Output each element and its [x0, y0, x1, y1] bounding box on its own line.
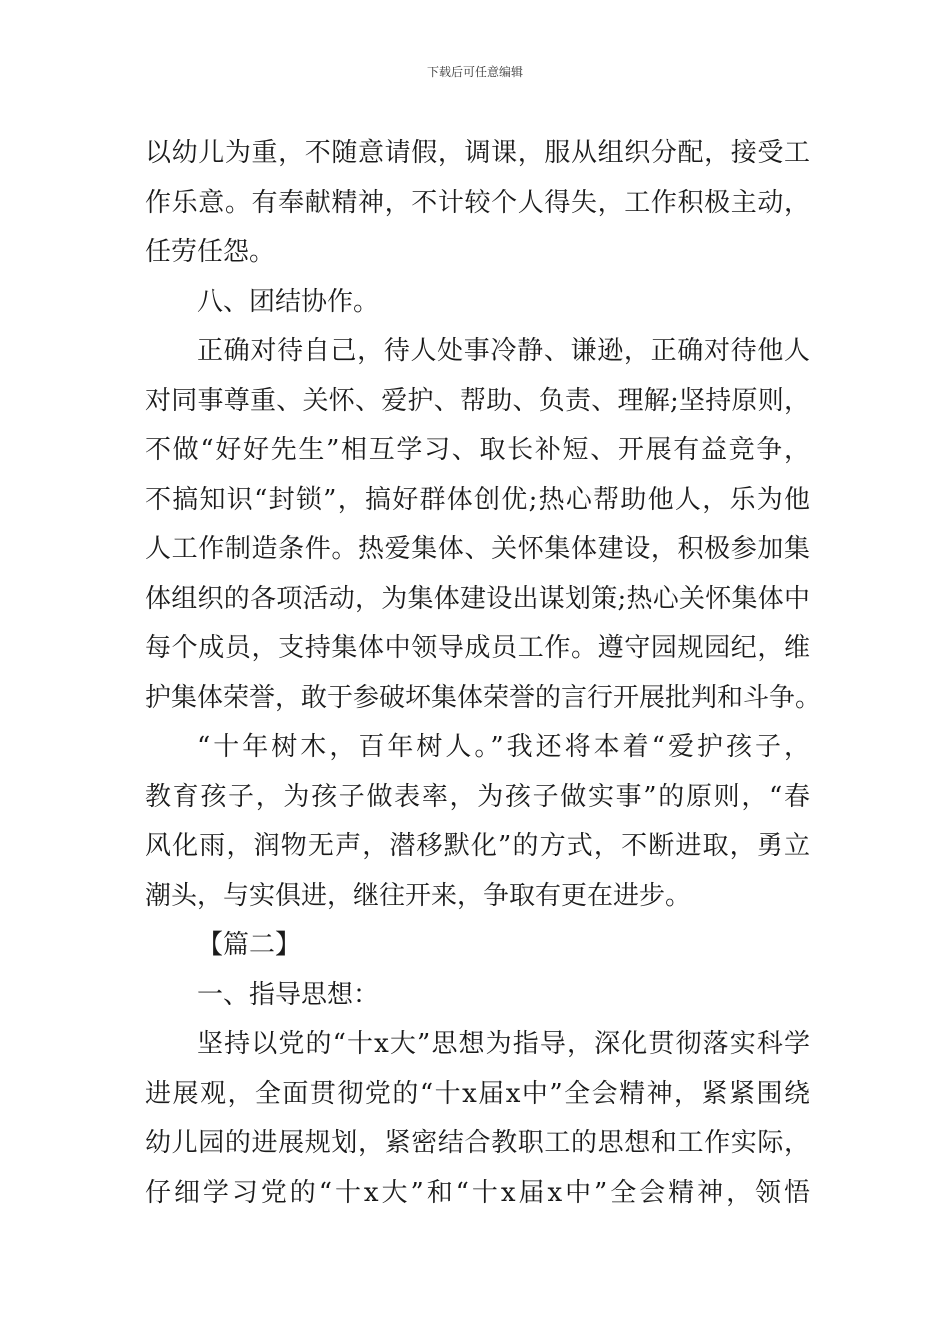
text-line: 以幼儿为重，不随意请假，调课，服从组织分配，接受工 [145, 138, 810, 168]
page-header: 下载后可任意编辑 [426, 65, 523, 79]
text-line: 不搞知识“封锁”，搞好群体创优;热心帮助他人，乐为他 [145, 484, 810, 515]
text-line: 每个成员，支持集体中领导成员工作。遵守园规园纪，维 [145, 633, 810, 663]
text-line: 正确对待自己，待人处事冷静、谦逊，正确对待他人 [197, 336, 810, 366]
text-line: 潮头，与实俱进，继往开来，争取有更在进步。 [145, 880, 692, 911]
text-line: 对同事尊重、关怀、爱护、帮助、负责、理解;坚持原则， [145, 385, 810, 416]
text-line: 风化雨，润物无声，潜移默化”的方式，不断进取，勇立 [145, 831, 810, 861]
text-line: 【篇二】 [197, 930, 302, 960]
text-line: 体组织的各项活动，为集体建设出谋划策;热心关怀集体中 [145, 583, 810, 614]
text-line: 任劳任怨。 [145, 237, 276, 267]
text-line: 八、团结协作。 [197, 286, 380, 317]
text-line: 护集体荣誉，敢于参破坏集体荣誉的言行开展批判和斗争。 [145, 682, 822, 713]
text-line: 仔细学习党的“十x大”和“十x届x中”全会精神，领悟 [145, 1177, 810, 1208]
text-line: 幼儿园的进展规划，紧密结合教职工的思想和工作实际， [145, 1128, 810, 1158]
text-line: 进展观，全面贯彻党的“十x届x中”全会精神，紧紧围绕 [145, 1078, 810, 1109]
text-line: 人工作制造条件。热爱集体、关怀集体建设，积极参加集 [145, 534, 810, 564]
text-line: 不做“好好先生”相互学习、取长补短、开展有益竞争， [145, 435, 810, 465]
text-line: 一、指导思想： [197, 979, 380, 1010]
text-line: “十年树木，百年树人。”我还将本着“爱护孩子， [197, 732, 810, 762]
text-line: 作乐意。有奉献精神，不计较个人得失，工作积极主动， [145, 187, 810, 218]
text-line: 坚持以党的“十x大”思想为指导，深化贯彻落实科学 [197, 1029, 810, 1059]
document-body [145, 129, 822, 1218]
text-line: 教育孩子，为孩子做表率，为孩子做实事”的原则，“春 [145, 781, 810, 812]
